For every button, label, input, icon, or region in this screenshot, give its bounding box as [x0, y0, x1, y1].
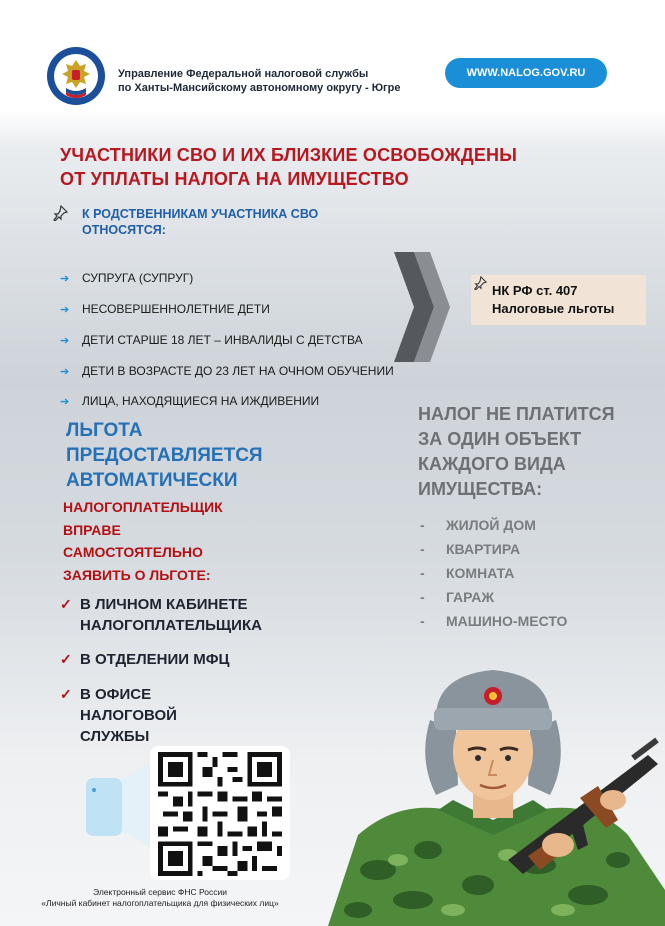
arrow-right-icon: ➔	[60, 273, 70, 285]
property-item: - КОМНАТА	[420, 565, 515, 581]
tax-line1: НАЛОГ НЕ ПЛАТИТСЯ	[418, 404, 615, 424]
relative-label: ЛИЦА, НАХОДЯЩИЕСЯ НА ИЖДИВЕНИИ	[82, 394, 320, 408]
property-label: МАШИНО-МЕСТО	[446, 613, 568, 629]
property-item: - ЖИЛОЙ ДОМ	[420, 517, 536, 533]
relative-label: ДЕТИ В ВОЗРАСТЕ ДО 23 ЛЕТ НА ОЧНОМ ОБУЧЕНИИ	[82, 364, 394, 378]
arrow-right-icon: ➔	[60, 335, 70, 347]
pushpin-icon	[52, 205, 68, 224]
option-line: В ОТДЕЛЕНИИ МФЦ	[80, 651, 230, 668]
arrow-right-icon: ➔	[60, 304, 70, 316]
phone-scan-icon	[86, 760, 156, 850]
arrow-right-icon: ➔	[60, 366, 70, 378]
relative-label: СУПРУГА (СУПРУГ)	[82, 271, 194, 285]
relatives-heading	[82, 206, 318, 238]
arrow-right-icon: ➔	[60, 396, 70, 408]
page-title-line1: УЧАСТНИКИ СВО И ИХ БЛИЗКИЕ ОСВОБОЖДЕНЫ	[60, 145, 518, 165]
option-line: В ОФИСЕ	[80, 686, 152, 703]
list-item	[60, 333, 363, 347]
property-item: - КВАРТИРА	[420, 541, 521, 557]
tax-line4: ИМУЩЕСТВА:	[418, 479, 543, 499]
relative-label: ДЕТИ СТАРШЕ 18 ЛЕТ – ИНВАЛИДЫ С ДЕТСТВА	[82, 333, 363, 347]
list-item	[60, 271, 193, 285]
tax-line3: КАЖДОГО ВИДА	[418, 454, 566, 474]
property-label: КОМНАТА	[446, 565, 515, 581]
claim-option-tax-office	[60, 684, 177, 747]
website-link[interactable]: WWW.NALOG.GOV.RU	[445, 58, 607, 88]
soldier-illustration	[318, 660, 665, 926]
law-reference	[492, 282, 614, 318]
benefit-line1: ЛЬГОТА	[66, 420, 143, 441]
claim-line3: САМОСТОЯТЕЛЬНО	[63, 544, 203, 560]
agency-name-line1: Управление Федеральной налоговой службы	[118, 68, 369, 80]
claim-option-mfc	[60, 649, 230, 670]
relatives-heading-line2: ОТНОСЯТСЯ:	[82, 223, 166, 237]
checkmark-icon: ✓	[60, 686, 72, 702]
fns-logo-emblem	[46, 46, 106, 106]
law-article: НК РФ ст. 407	[492, 283, 578, 298]
page-title	[60, 143, 517, 191]
relative-label: НЕСОВЕРШЕННОЛЕТНИЕ ДЕТИ	[82, 302, 270, 316]
law-title: Налоговые льготы	[492, 301, 615, 316]
property-label: ЖИЛОЙ ДОМ	[446, 517, 536, 533]
option-line: В ЛИЧНОМ КАБИНЕТЕ	[80, 596, 248, 613]
option-line: СЛУЖБЫ	[80, 728, 150, 745]
option-line: НАЛОГОВОЙ	[80, 707, 177, 724]
qr-code[interactable]	[157, 752, 283, 876]
list-item	[60, 302, 270, 316]
property-label: КВАРТИРА	[446, 541, 521, 557]
agency-name	[118, 67, 400, 95]
tax-line2: ЗА ОДИН ОБЪЕКТ	[418, 429, 582, 449]
checkmark-icon: ✓	[60, 596, 72, 612]
benefit-line3: АВТОМАТИЧЕСКИ	[66, 470, 238, 491]
claim-line2: ВПРАВЕ	[63, 521, 121, 538]
list-item	[60, 364, 394, 378]
claim-option-personal-account	[60, 594, 262, 636]
pushpin-icon	[473, 276, 487, 293]
property-item: - ГАРАЖ	[420, 589, 495, 605]
double-chevron-icon	[392, 252, 452, 362]
agency-name-line2: по Ханты-Мансийскому автономному округу - Югре	[118, 82, 401, 94]
claim-line1: НАЛОГОПЛАТЕЛЬЩИК	[63, 499, 223, 515]
relatives-heading-line1: К РОДСТВЕННИКАМ УЧАСТНИКА СВО	[82, 207, 319, 221]
qr-caption-line2: «Личный кабинет налогоплательщика для физических лиц»	[41, 898, 279, 908]
benefit-line2: ПРЕДОСТАВЛЯЕТСЯ	[66, 445, 263, 466]
claim-heading	[63, 496, 223, 586]
list-item	[60, 394, 319, 408]
tax-exemption-heading	[418, 402, 615, 502]
benefit-automatic-heading	[66, 418, 263, 493]
qr-caption-line1: Электронный сервис ФНС России	[93, 887, 227, 897]
property-label: ГАРАЖ	[446, 589, 495, 605]
option-line: НАЛОГОПЛАТЕЛЬЩИКА	[80, 617, 262, 634]
page-title-line2: ОТ УПЛАТЫ НАЛОГА НА ИМУЩЕСТВО	[60, 169, 409, 189]
checkmark-icon: ✓	[60, 651, 72, 667]
qr-caption	[0, 887, 320, 909]
property-item: - МАШИНО-МЕСТО	[420, 613, 568, 629]
claim-line4: ЗАЯВИТЬ О ЛЬГОТЕ:	[63, 566, 211, 583]
